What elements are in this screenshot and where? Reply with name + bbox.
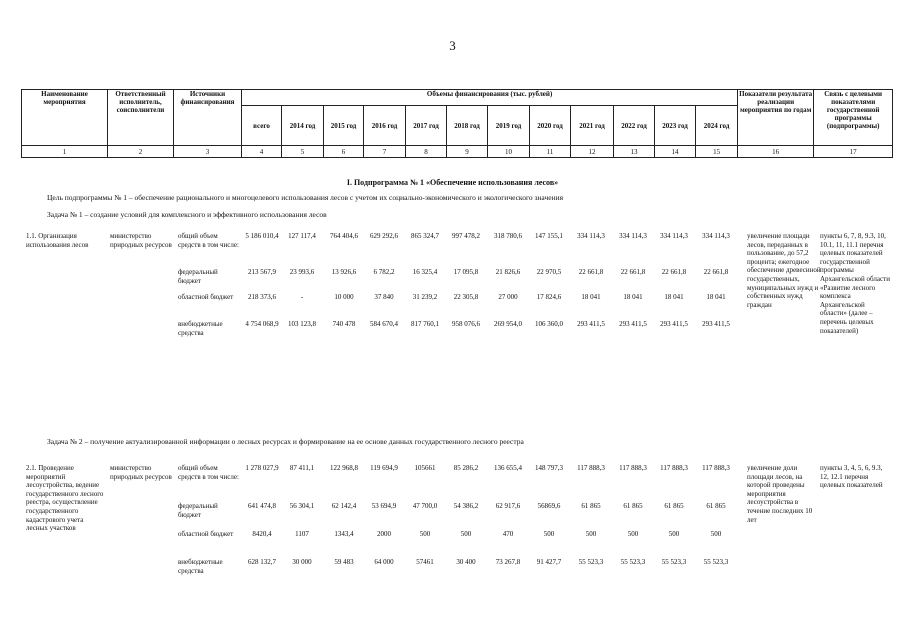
funding-value: 293 411,5: [619, 320, 647, 328]
funding-value: 117 888,3: [660, 464, 688, 472]
funding-value: 62 917,6: [495, 502, 521, 510]
funding-value: 22 661,8: [578, 268, 604, 276]
funding-value: 500: [585, 530, 597, 538]
header-year-9: 2022 год: [614, 106, 655, 146]
funding-value: 30 000: [292, 558, 312, 566]
header-col-volume: Объемы финансирования (тыс. рублей): [242, 90, 738, 106]
funding-value: 21 826,6: [495, 268, 521, 276]
funding-value: 55 523,3: [703, 558, 729, 566]
funding-value: 764 404,6: [330, 232, 358, 240]
funding-value: 293 411,5: [702, 320, 730, 328]
funding-value: 470: [502, 530, 514, 538]
funding-value: 53 694,9: [371, 502, 397, 510]
header-year-5: 2018 год: [447, 106, 488, 146]
funding-value: 62 142,4: [331, 502, 357, 510]
funding-value: 55 523,3: [578, 558, 604, 566]
funding-value: 641 474,8: [248, 502, 276, 510]
activity-name: 2.1. Проведение мероприятий лесоустройства, ведение государственного лесного реестра, осуществление государственного кадастрового учета лесных участков: [26, 464, 104, 533]
header-year-11: 2024 год: [696, 106, 738, 146]
column-number: 15: [696, 146, 738, 158]
funding-value: 23 993,6: [289, 268, 315, 276]
funding-value: 61 865: [706, 502, 726, 510]
funding-value: 997 478,2: [452, 232, 480, 240]
funding-value: 103 123,8: [288, 320, 316, 328]
column-number: 11: [530, 146, 571, 158]
funding-value: 55 523,3: [620, 558, 646, 566]
funding-value: 61 865: [664, 502, 684, 510]
funding-value: 22 661,8: [661, 268, 687, 276]
column-number: 12: [571, 146, 614, 158]
funding-value: 500: [460, 530, 472, 538]
header-year-0: всего: [242, 106, 282, 146]
funding-source-label: внебюджетные средства: [178, 558, 223, 575]
funding-value: 16 325,4: [412, 268, 438, 276]
funding-value: 500: [627, 530, 639, 538]
funding-value: 6 782,2: [373, 268, 395, 276]
funding-value: 18 041: [664, 293, 684, 301]
funding-value: 106 360,0: [535, 320, 563, 328]
header-year-8: 2021 год: [571, 106, 614, 146]
funding-value: 1107: [295, 530, 309, 538]
funding-value: 334 114,3: [577, 232, 605, 240]
funding-value: 117 888,3: [619, 464, 647, 472]
funding-value: 18 041: [623, 293, 643, 301]
task2-text: Задача № 2 – получение актуализированной информации о лесных ресурсах и формирование на ее основе данных государственного лесного реестра: [47, 437, 524, 446]
column-number: 10: [488, 146, 530, 158]
funding-value: 500: [543, 530, 555, 538]
funding-value: 37 840: [374, 293, 394, 301]
funding-value: 47 700,0: [412, 502, 438, 510]
header-year-3: 2016 год: [364, 106, 406, 146]
funding-value: 18 041: [706, 293, 726, 301]
funding-source-label: федеральный бюджет: [178, 502, 218, 519]
activity-link: пункты 6, 7, 8, 9.3, 10, 10.1, 11, 11.1 перечня целевых показателей государственной программы Архангельской области «Развитие лесного комплекса Архангельской области» (далее – перечень целевых показателей): [820, 232, 890, 335]
funding-value: 865 324,7: [411, 232, 439, 240]
funding-value: 136 655,4: [494, 464, 522, 472]
funding-value: 27 000: [498, 293, 518, 301]
column-number: 4: [242, 146, 282, 158]
funding-value: 18 041: [581, 293, 601, 301]
funding-source-label: общий объем средств в том числе:: [178, 464, 239, 481]
column-number: 13: [614, 146, 655, 158]
funding-value: 31 239,2: [412, 293, 438, 301]
funding-value: 117 888,3: [702, 464, 730, 472]
funding-value: 56 304,1: [289, 502, 315, 510]
page-number: 3: [449, 38, 456, 53]
funding-value: 269 954,0: [494, 320, 522, 328]
funding-value: 817 760,1: [411, 320, 439, 328]
funding-value: 218 373,6: [248, 293, 276, 301]
funding-value: 17 824,6: [536, 293, 562, 301]
funding-value: 57461: [416, 558, 434, 566]
funding-value: 91 427,7: [536, 558, 562, 566]
funding-value: 59 483: [334, 558, 354, 566]
activity-executor: министерство природных ресурсов: [110, 464, 172, 481]
funding-value: 148 797,3: [535, 464, 563, 472]
funding-source-label: областной бюджет: [178, 530, 234, 538]
funding-value: 293 411,5: [660, 320, 688, 328]
goal-text: Цель подпрограммы № 1 – обеспечение рационального и многоцелевого использования лесов с учетом их социально-экономического и экологического значения: [47, 193, 564, 202]
funding-value: 85 286,2: [453, 464, 479, 472]
funding-value: 213 567,9: [248, 268, 276, 276]
funding-value: 22 661,8: [620, 268, 646, 276]
funding-value: 334 114,3: [660, 232, 688, 240]
funding-value: 147 155,1: [535, 232, 563, 240]
funding-value: 334 114,3: [702, 232, 730, 240]
activity-link: пункты 3, 4, 5, 6, 9.3, 12, 12.1 перечня целевых показателей: [820, 464, 883, 490]
funding-value: 30 400: [456, 558, 476, 566]
header-table: [21, 89, 893, 158]
column-number: 8: [406, 146, 447, 158]
funding-value: 64 000: [374, 558, 394, 566]
funding-value: 958 076,6: [452, 320, 480, 328]
column-number: 7: [364, 146, 406, 158]
funding-value: 500: [668, 530, 680, 538]
column-number: 6: [324, 146, 364, 158]
header-col-results: Показатели результата реализации мероприятия по годам: [738, 90, 814, 146]
funding-value: 4 754 068,9: [245, 320, 279, 328]
funding-value: 119 694,9: [370, 464, 398, 472]
funding-value: 54 386,2: [453, 502, 479, 510]
funding-value: 17 095,8: [453, 268, 479, 276]
column-number: 17: [814, 146, 893, 158]
header-col-sources: Источники финансирования: [174, 90, 242, 146]
column-number: 9: [447, 146, 488, 158]
funding-value: 1343,4: [334, 530, 354, 538]
funding-value: 584 670,4: [370, 320, 398, 328]
funding-value: 22 970,5: [536, 268, 562, 276]
header-col-link: Связь с целевыми показателями государственной программы (подпрограммы): [814, 90, 893, 146]
funding-value: 122 968,8: [330, 464, 358, 472]
funding-value: 334 114,3: [619, 232, 647, 240]
column-number: 2: [108, 146, 174, 158]
header-year-4: 2017 год: [406, 106, 447, 146]
header-year-7: 2020 год: [530, 106, 571, 146]
funding-value: -: [300, 293, 304, 301]
funding-source-label: областной бюджет: [178, 293, 234, 301]
funding-value: 500: [419, 530, 431, 538]
funding-value: 22 305,8: [453, 293, 479, 301]
funding-source-label: внебюджетные средства: [178, 320, 223, 337]
task1-text: Задача № 1 – создание условий для комплексного и эффективного использования лесов: [47, 210, 327, 219]
column-number: 14: [655, 146, 696, 158]
funding-value: 61 865: [623, 502, 643, 510]
column-number: 3: [174, 146, 242, 158]
funding-source-label: общий объем средств в том числе:: [178, 232, 239, 249]
column-number: 5: [282, 146, 324, 158]
funding-value: 293 411,5: [577, 320, 605, 328]
funding-value: 740 478: [332, 320, 356, 328]
header-year-2: 2015 год: [324, 106, 364, 146]
activity-name: 1.1. Организация использования лесов: [26, 232, 89, 249]
funding-value: 56869,6: [537, 502, 561, 510]
header-year-1: 2014 год: [282, 106, 324, 146]
funding-value: 1 278 027,9: [245, 464, 279, 472]
column-number: 16: [738, 146, 814, 158]
activity-result: увеличение площади лесов, переданных в пользование, до 57,2 процента; ежегодное обеспечение древесиной государственных, муниципальных нужд и собственных нужд граждан: [747, 232, 821, 309]
subprogram-title: I. Подпрограмма № 1 «Обеспечение использования лесов»: [346, 178, 559, 187]
column-number: 1: [22, 146, 108, 158]
funding-value: 73 267,8: [495, 558, 521, 566]
funding-value: 2000: [377, 530, 391, 538]
header-col-executor: Ответственный исполнитель, соисполнители: [108, 90, 174, 146]
funding-value: 8420,4: [252, 530, 272, 538]
activity-result: увеличение доли площади лесов, на которой проведены мероприятия лесоустройства в течение последних 10 лет: [747, 464, 813, 524]
funding-value: 628 132,7: [248, 558, 276, 566]
funding-value: 105661: [414, 464, 436, 472]
funding-value: 629 292,6: [370, 232, 398, 240]
funding-value: 13 926,6: [331, 268, 357, 276]
header-year-10: 2023 год: [655, 106, 696, 146]
header-year-6: 2019 год: [488, 106, 530, 146]
funding-value: 87 411,1: [289, 464, 315, 472]
funding-source-label: федеральный бюджет: [178, 268, 218, 285]
funding-value: 5 186 010,4: [245, 232, 279, 240]
header-col-name: Наименование мероприятия: [22, 90, 108, 146]
funding-value: 10 000: [334, 293, 354, 301]
funding-value: 127 117,4: [288, 232, 316, 240]
funding-value: 500: [710, 530, 722, 538]
funding-value: 22 661,8: [703, 268, 729, 276]
activity-executor: министерство природных ресурсов: [110, 232, 172, 249]
funding-value: 61 865: [581, 502, 601, 510]
funding-value: 55 523,3: [661, 558, 687, 566]
funding-value: 117 888,3: [577, 464, 605, 472]
funding-value: 318 780,6: [494, 232, 522, 240]
